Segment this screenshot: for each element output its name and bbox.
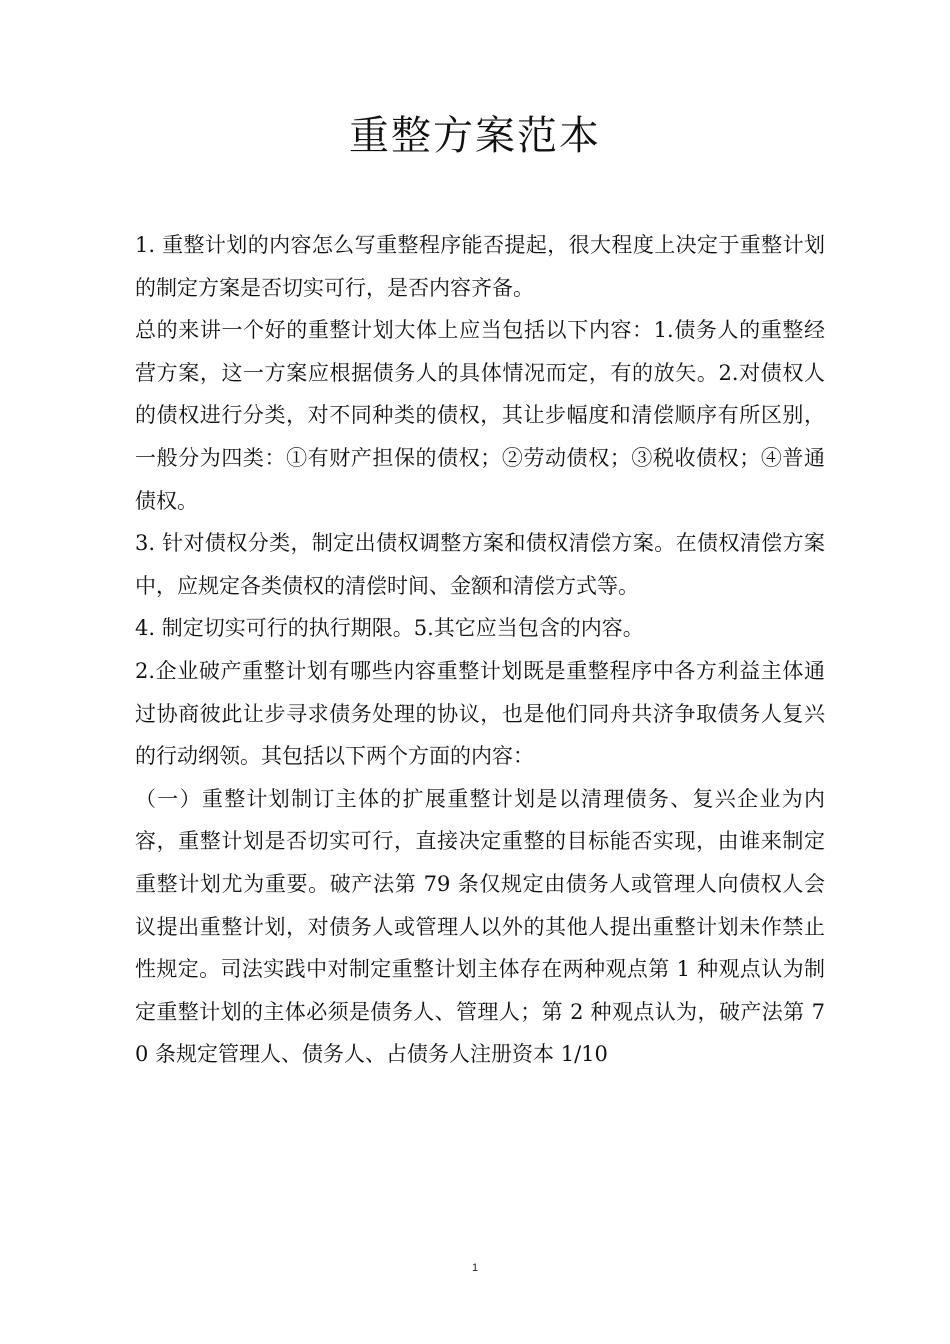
document-body — [135, 224, 825, 1076]
paragraph-1: 1. 重整计划的内容怎么写重整程序能否提起，很大程度上决定于重整计划的制定方案是否切实可行，是否内容齐备。 — [135, 233, 825, 300]
paragraph-6: （一）重整计划制订主体的扩展重整计划是以清理债务、复兴企业为内容，重整计划是否切实可行，直接决定重整的目标能否实现，由谁来制定重整计划尤为重要。破产法第 79 条仅规定由债务人或管理人向债权人会议提出重整计划，对债务人或管理人以外的其他人提出重整计划未作禁止性规定。司法实践中对制定重整计划主体存在两种观点第 1 种观点认为制定重整计划的主体必须是债务人、管理人；第 2 种观点认为，破产法第 70 条规定管理人、债务人、占债务人注册资本 1/10 — [135, 786, 825, 1067]
paragraph-2: 总的来讲一个好的重整计划大体上应当包括以下内容：1.债务人的重整经营方案，这一方案应根据债务人的具体情况而定，有的放矢。2.对债权人的债权进行分类，对不同种类的债权，其让步幅度和清偿顺序有所区别，一般分为四类：①有财产担保的债权；②劳动债权；③税收债权；④普通债权。 — [135, 318, 825, 513]
paragraph-3: 3. 针对债权分类，制定出债权调整方案和债权清偿方案。在债权清偿方案中，应规定各类债权的清偿时间、金额和清偿方式等。 — [135, 531, 825, 598]
paragraph-4: 4. 制定切实可行的执行期限。5.其它应当包含的内容。 — [135, 616, 644, 641]
page-number: 1 — [471, 1262, 479, 1274]
paragraph-5: 2.企业破产重整计划有哪些内容重整计划既是重整程序中各方利益主体通过协商彼此让步寻求债务处理的协议，也是他们同舟共济争取债务人复兴的行动纲领。其包括以下两个方面的内容： — [135, 658, 825, 769]
document-title: 重整方案范本 — [349, 113, 601, 159]
